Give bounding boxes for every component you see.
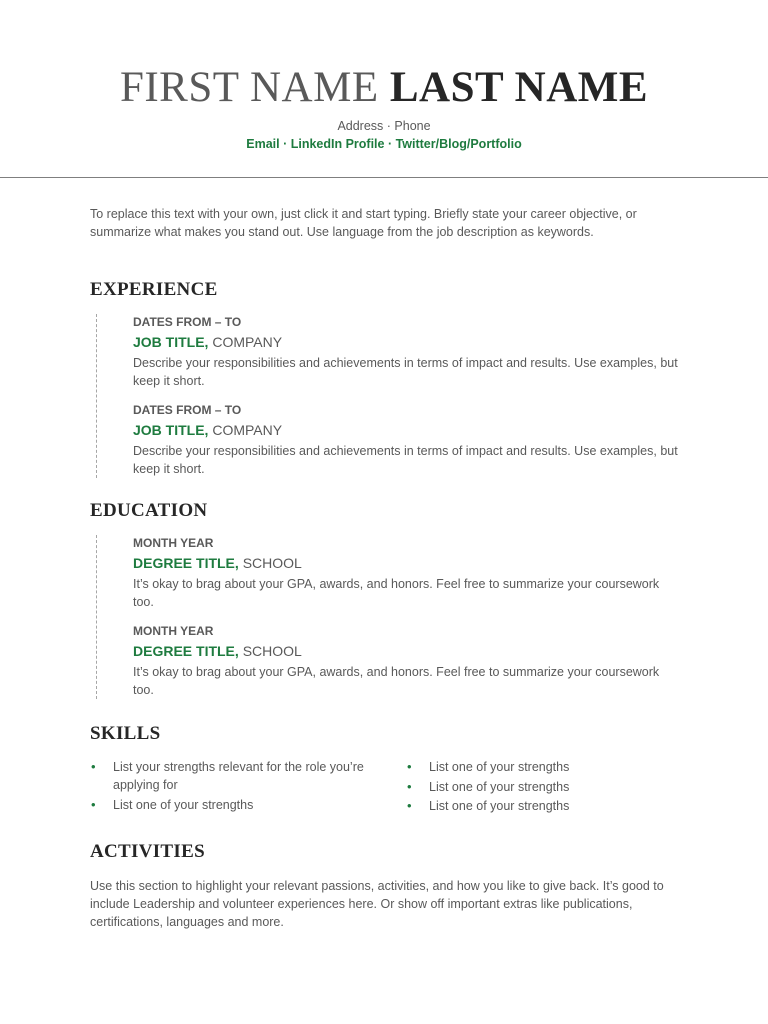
skill-item[interactable] xyxy=(406,778,676,796)
last-name[interactable]: LAST NAME xyxy=(389,64,649,111)
skill-item[interactable] xyxy=(406,758,676,776)
entry-dates[interactable]: DATES FROM – TO xyxy=(133,403,242,417)
resume-header xyxy=(0,0,768,152)
experience-entry xyxy=(133,314,680,390)
skill-text[interactable]: List one of your strengths xyxy=(429,779,570,794)
entry-description[interactable]: It’s okay to brag about your GPA, awards, and honors. Feel free to summarize your coursework too. xyxy=(133,665,660,697)
skills-list xyxy=(90,758,680,817)
resume-body xyxy=(90,205,680,931)
bullet-icon: • xyxy=(407,778,412,794)
skills-column-left xyxy=(90,758,406,817)
activities-text[interactable]: Use this section to highlight your relevant passions, activities, and how you like to give back. It’s good to include Leadership and volunteer experiences here. Or show off important extras like publications, certifications, languages and more. xyxy=(90,878,664,929)
skill-text[interactable]: List one of your strengths xyxy=(113,797,254,812)
bullet-icon: • xyxy=(91,796,96,812)
education-entry xyxy=(133,535,680,611)
entry-dates[interactable]: MONTH YEAR xyxy=(133,536,214,550)
education-heading[interactable]: EDUCATION xyxy=(90,500,208,521)
experience-entry xyxy=(133,402,680,478)
activities-heading[interactable]: ACTIVITIES xyxy=(90,840,205,862)
degree-title[interactable]: DEGREE TITLE, xyxy=(133,643,239,659)
company-name[interactable]: COMPANY xyxy=(212,334,283,350)
entry-description[interactable]: Describe your responsibilities and achievements in terms of impact and results. Use examples, but keep it short. xyxy=(133,444,678,476)
name-heading[interactable] xyxy=(0,63,768,113)
header-divider xyxy=(0,177,768,178)
bullet-icon: • xyxy=(407,798,412,813)
job-title[interactable]: JOB TITLE, xyxy=(133,334,209,350)
entry-dates[interactable]: DATES FROM – TO xyxy=(133,315,242,329)
entry-title[interactable] xyxy=(133,641,680,661)
entry-title[interactable] xyxy=(133,332,680,352)
skill-text[interactable]: List one of your strengths xyxy=(429,799,570,813)
skill-text[interactable]: List one of your strengths xyxy=(429,760,570,774)
bullet-icon: • xyxy=(91,759,96,774)
entry-dates[interactable]: MONTH YEAR xyxy=(133,624,214,638)
school-name[interactable]: SCHOOL xyxy=(242,555,302,571)
entry-title[interactable] xyxy=(133,553,680,573)
bullet-icon: • xyxy=(407,759,412,774)
skill-item[interactable] xyxy=(90,758,406,794)
school-name[interactable]: SCHOOL xyxy=(242,643,302,659)
education-entry xyxy=(133,623,680,699)
degree-title[interactable]: DEGREE TITLE, xyxy=(133,555,239,571)
contact-links[interactable]: Email · LinkedIn Profile · Twitter/Blog/Portfolio xyxy=(246,137,522,151)
contact-address-phone[interactable]: Address · Phone xyxy=(337,119,431,133)
experience-heading[interactable]: EXPERIENCE xyxy=(90,279,218,300)
entry-description[interactable]: It’s okay to brag about your GPA, awards, and honors. Feel free to summarize your coursework too. xyxy=(133,577,660,609)
job-title[interactable]: JOB TITLE, xyxy=(133,422,209,438)
education-timeline xyxy=(96,535,680,699)
entry-title[interactable] xyxy=(133,420,680,440)
objective-text[interactable]: To replace this text with your own, just click it and start typing. Briefly state your career objective, or summarize what makes you stand out. Use language from the job description as keywords. xyxy=(90,207,637,239)
skills-column-right xyxy=(406,758,676,817)
experience-timeline xyxy=(96,314,680,478)
skill-text[interactable]: List your strengths relevant for the role you’re applying for xyxy=(113,760,364,792)
first-name[interactable]: FIRST NAME xyxy=(119,64,379,111)
skill-item[interactable] xyxy=(90,796,406,814)
company-name[interactable]: COMPANY xyxy=(212,422,283,438)
skill-item[interactable] xyxy=(406,797,676,815)
entry-description[interactable]: Describe your responsibilities and achievements in terms of impact and results. Use examples, but keep it short. xyxy=(133,356,678,388)
skills-heading[interactable]: SKILLS xyxy=(90,723,161,744)
